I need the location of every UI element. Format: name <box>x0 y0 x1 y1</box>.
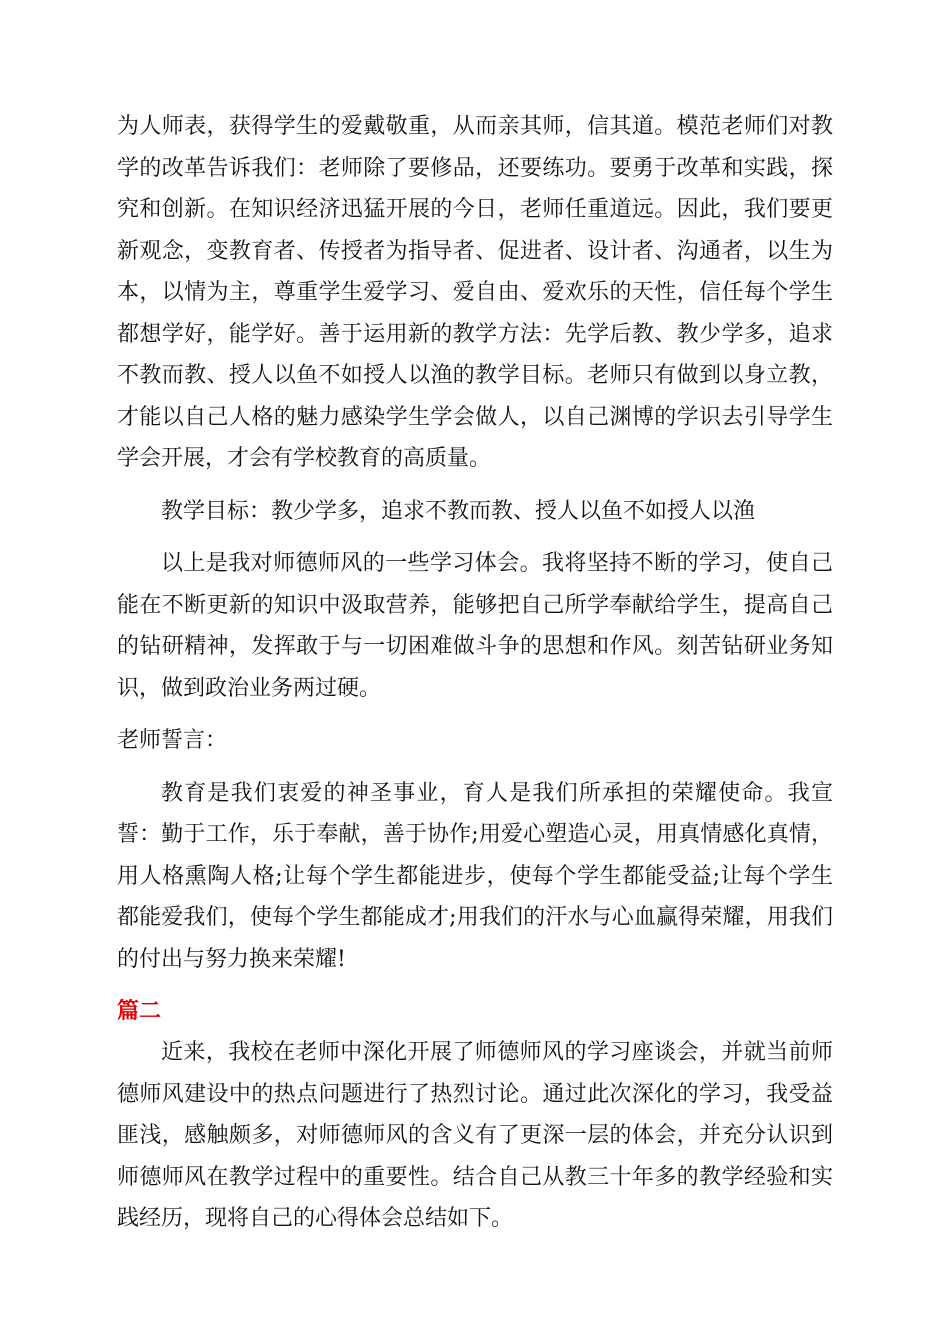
section-heading: 篇二 <box>117 999 162 1024</box>
paragraph-oath-label: 老师誓言： <box>117 728 228 753</box>
paragraph-teacher-role: 为人师表，获得学生的爱戴敬重，从而亲其师，信其道。模范老师们对教学的改革告诉我们：老师除了要修品，还要练功。要勇于改革和实践，探究和创新。在知识经济迅猛开展的今日，老师任重道远。因此，我们要更新观念，变教育者、传授者为指导者、促进者、设计者、沟通者，以生为本，以情为主，尊重学生爱学习、爱自由、爱欢乐的天性，信任每个学生都想学好，能学好。善于运用新的教学方法：先学后教、教少学多，追求不教而教、授人以鱼不如授人以渔的教学目标。老师只有做到以身立教，才能以自己人格的魅力感染学生学会做人，以自己渊博的学识去引导学生学会开展，才会有学校教育的高质量。 <box>117 114 833 471</box>
paragraph-part-two-intro: 近来，我校在老师中深化开展了师德师风的学习座谈会，并就当前师德师风建设中的热点问题进行了热烈讨论。通过此次深化的学习，我受益匪浅，感触颇多，对师德师风的含义有了更深一层的体会，并充分认识到师德师风在教学过程中的重要性。结合自己从教三十年多的教学经验和实践经历，现将自己的心得体会总结如下。 <box>117 1040 833 1231</box>
paragraph-study-reflection: 以上是我对师德师风的一些学习体会。我将坚持不断的学习，使自己能在不断更新的知识中汲取营养，能够把自己所学奉献给学生，提高自己的钻研精神，发挥敢于与一切困难做斗争的思想和作风。刻苦钻研业务知识，做到政治业务两过硬。 <box>117 551 833 701</box>
paragraph-teacher-oath: 教育是我们衷爱的神圣事业，育人是我们所承担的荣耀使命。我宣誓：勤于工作，乐于奉献，善于协作;用爱心塑造心灵，用真情感化真情，用人格熏陶人格;让每个学生都能进步，使每个学生都能受益;让每个学生都能爱我们，使每个学生都能成才;用我们的汗水与心血赢得荣耀，用我们的付出与努力换来荣耀! <box>117 780 833 972</box>
paragraph-teaching-goal: 教学目标：教少学多，追求不教而教、授人以鱼不如授人以渔 <box>161 498 756 524</box>
document-body <box>117 106 833 1240</box>
